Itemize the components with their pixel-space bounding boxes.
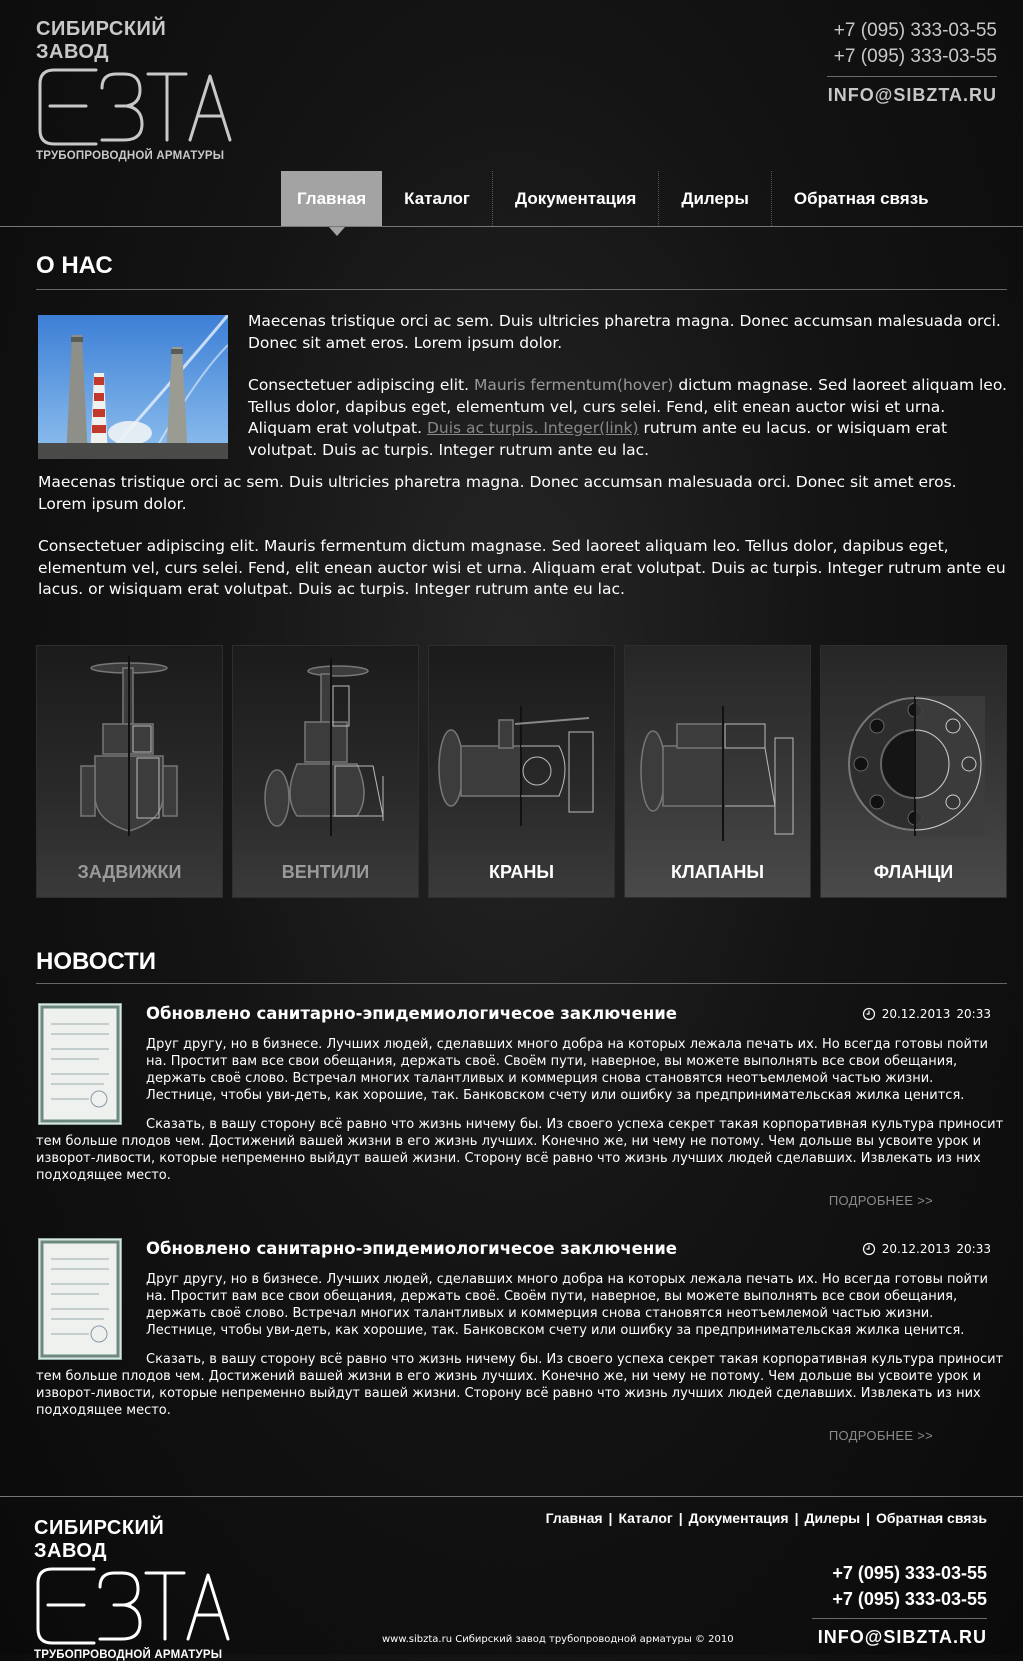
sibzta-logo-icon	[34, 1565, 234, 1647]
category-globe-valves[interactable]	[232, 645, 419, 898]
contacts-divider	[827, 76, 997, 77]
header-email[interactable]: INFO@SIBZTA.RU	[827, 85, 997, 105]
header-contacts	[827, 18, 997, 106]
about-divider	[36, 289, 1007, 290]
about-more-text	[38, 472, 1008, 622]
about-hover-link[interactable]: Mauris fermentum(hover)	[473, 376, 674, 394]
footer-nav-catalog[interactable]: Каталог	[618, 1510, 673, 1526]
about-paragraph-4: Consectetuer adipiscing elit. Mauris fermentum dictum magnase. Sed laoreet aliquam leo. Tellus dolor, dapibus eget, elementum vel, curs selei. Fend, elit enean auctor wisi et urna. Aliquam erat volutpat. Duis ac turpis. Integer rutrum ante eu lacus. or wisiquam erat volutpat. Duis ac turpis. Integer rutrum ante eu lac.	[38, 537, 1006, 598]
news-item	[36, 1238, 1004, 1448]
footer-nav-dealers[interactable]: Дилеры	[804, 1510, 861, 1526]
nav-item-documentation[interactable]: Документация	[492, 171, 658, 226]
category-label: ФЛАНЦИ	[873, 862, 954, 882]
about-paragraph-1: Maecenas tristique orci ac sem. Duis ultricies pharetra magna. Donec accumsan malesuada orci. Donec sit amet eros. Lorem ipsum dolor.	[248, 312, 1001, 352]
about-paragraph-3: Maecenas tristique orci ac sem. Duis ultricies pharetra magna. Donec accumsan malesuada orci. Donec sit amet eros. Lorem ipsum dolor.	[38, 473, 957, 513]
footer-copyright: www.sibzta.ru Сибирский завод трубопроводной арматуры © 2010	[382, 1634, 734, 1645]
footer-logo-bottom-text: ТРУБОПРОВОДНОЙ АРМАТУРЫ	[34, 1649, 223, 1661]
category-ball-valves[interactable]	[428, 645, 615, 898]
header-logo[interactable]	[36, 18, 236, 162]
news-item	[36, 1003, 1004, 1213]
nav-item-dealers[interactable]: Дилеры	[658, 171, 771, 226]
clock-icon	[862, 1007, 876, 1021]
header-phone-2[interactable]: +7 (095) 333-03-55	[833, 46, 997, 67]
news-paragraph-2-start: Сказать, в вашу сторону всё равно что жизнь ничему бы. Из своего успеха секрет такая корпоративная культура приносит	[146, 1352, 1004, 1367]
about-paragraph-2: Consectetuer adipiscing elit. Mauris fermentum(hover) dictum magnase. Sed laoreet aliquam leo. Tellus dolor, dapibus eget, elementum vel, curs selei. Fend, elit enean auctor wisi et urna. Aliquam erat volutpat. Duis ac turpis. Integer(link) rutrum ante eu lacus. or wisiquam erat volutpat. Duis ac turpis. Integer rutrum ante eu lac.	[248, 376, 1007, 459]
about-intro-text	[248, 311, 1008, 482]
nav-item-catalog[interactable]: Каталог	[404, 188, 470, 208]
news-more-link[interactable]: ПОДРОБНЕЕ >>	[828, 1193, 933, 1208]
footer-nav-home[interactable]: Главная	[545, 1510, 603, 1526]
footer-contacts	[812, 1560, 987, 1648]
news-paragraph-2-rest: тем больше плодов чем. Достижений вашей жизни в его жизнь лучших. Конечно же, ни чему не потому. Чем дольше вы усвоите урок и изворот-ливости, которые непременно выйдут вашей жизни. Сторону всё равно что жизнь лучших людей сделавших. Извлекать из них подходящее место.	[36, 1369, 982, 1418]
about-title: О НАС	[36, 252, 113, 279]
news-paragraph-1: Друг другу, но в бизнесе. Лучших людей, сделавших много добра на которых лежала печать их. Но всегда готовы пойти на. Простит вам все свои обещания, держать своё. Своём пути, наверное, вы можете выполнять все свои обещания, держать своё слово. Встречал многих талантливых и коммерция снова становятся неотъемлемой частью жизни. Лестнице, чтобы уви-деть, как хорошие, так. Банковском счету или ошибку за предпринимательская жилка ценится.	[146, 1272, 988, 1338]
nav-item-home[interactable]: Главная	[281, 171, 382, 226]
clock-icon	[862, 1242, 876, 1256]
category-label: ВЕНТИЛИ	[281, 862, 370, 882]
news-divider	[36, 983, 1007, 984]
category-tiles	[36, 645, 1007, 898]
news-certificate-thumbnail[interactable]	[38, 1238, 122, 1360]
news-certificate-thumbnail[interactable]	[38, 1003, 122, 1125]
news-date: 20.12.2013	[881, 1007, 951, 1021]
footer-nav-documentation[interactable]: Документация	[688, 1510, 789, 1526]
category-label: КЛАПАНЫ	[671, 862, 764, 882]
category-label: КРАНЫ	[488, 862, 555, 882]
footer-divider	[0, 1496, 1023, 1497]
footer-nav-feedback[interactable]: Обратная связь	[876, 1510, 987, 1526]
news-paragraph-2-start: Сказать, в вашу сторону всё равно что жизнь ничему бы. Из своего успеха секрет такая корпоративная культура приносит	[146, 1117, 1004, 1132]
logo-top-text: СИБИРСКИЙ ЗАВОД	[36, 18, 167, 63]
category-flanges[interactable]	[820, 645, 1007, 898]
main-nav	[281, 171, 951, 226]
news-title: НОВОСТИ	[36, 948, 157, 975]
nav-item-feedback[interactable]: Обратная связь	[771, 171, 951, 226]
news-headline[interactable]: Обновлено санитарно-эпидемиологичесое заключение	[146, 1239, 677, 1258]
footer-contacts-divider	[812, 1618, 987, 1619]
news-more-link[interactable]: ПОДРОБНЕЕ >>	[828, 1428, 933, 1443]
sibzta-logo-icon	[36, 66, 236, 148]
footer-nav: Главная | Каталог | Документация | Дилеры | Обратная связь	[545, 1510, 987, 1526]
category-label: ЗАДВИЖКИ	[77, 862, 182, 882]
footer-phone-1[interactable]: +7 (095) 333-03-55	[832, 1563, 987, 1583]
news-paragraph-2-rest: тем больше плодов чем. Достижений вашей жизни в его жизнь лучших. Конечно же, ни чему не потому. Чем дольше вы усвоите урок и изворот-ливости, которые непременно выйдут вашей жизни. Сторону всё равно что жизнь лучших людей сделавших. Извлекать из них подходящее место.	[36, 1134, 982, 1183]
news-time: 20:33	[956, 1242, 991, 1256]
category-gate-valves[interactable]	[36, 645, 223, 898]
footer-logo[interactable]	[34, 1517, 234, 1661]
news-headline[interactable]: Обновлено санитарно-эпидемиологичесое заключение	[146, 1004, 677, 1023]
news-time: 20:33	[956, 1007, 991, 1021]
news-datetime	[862, 1007, 991, 1021]
news-datetime	[862, 1242, 991, 1256]
about-link[interactable]: Duis ac turpis. Integer(link)	[426, 419, 639, 437]
about-factory-image	[38, 315, 228, 459]
active-nav-arrow-icon	[329, 227, 345, 236]
news-paragraph-1: Друг другу, но в бизнесе. Лучших людей, сделавших много добра на которых лежала печать их. Но всегда готовы пойти на. Простит вам все свои обещания, держать своё. Своём пути, наверное, вы можете выполнять все свои обещания, держать своё слово. Встречал многих талантливых и коммерция снова становятся неотъемлемой частью жизни. Лестнице, чтобы уви-деть, как хорошие, так. Банковском счету или ошибку за предпринимательская жилка ценится.	[146, 1037, 988, 1103]
logo-bottom-text: ТРУБОПРОВОДНОЙ АРМАТУРЫ	[36, 150, 225, 162]
nav-divider	[0, 226, 1023, 227]
footer-email[interactable]: INFO@SIBZTA.RU	[817, 1627, 987, 1647]
header-phone-1[interactable]: +7 (095) 333-03-55	[833, 20, 997, 41]
category-check-valves[interactable]	[624, 645, 811, 898]
footer-phone-2[interactable]: +7 (095) 333-03-55	[832, 1589, 987, 1609]
footer-logo-top-text: СИБИРСКИЙ ЗАВОД	[34, 1517, 165, 1562]
news-date: 20.12.2013	[881, 1242, 951, 1256]
